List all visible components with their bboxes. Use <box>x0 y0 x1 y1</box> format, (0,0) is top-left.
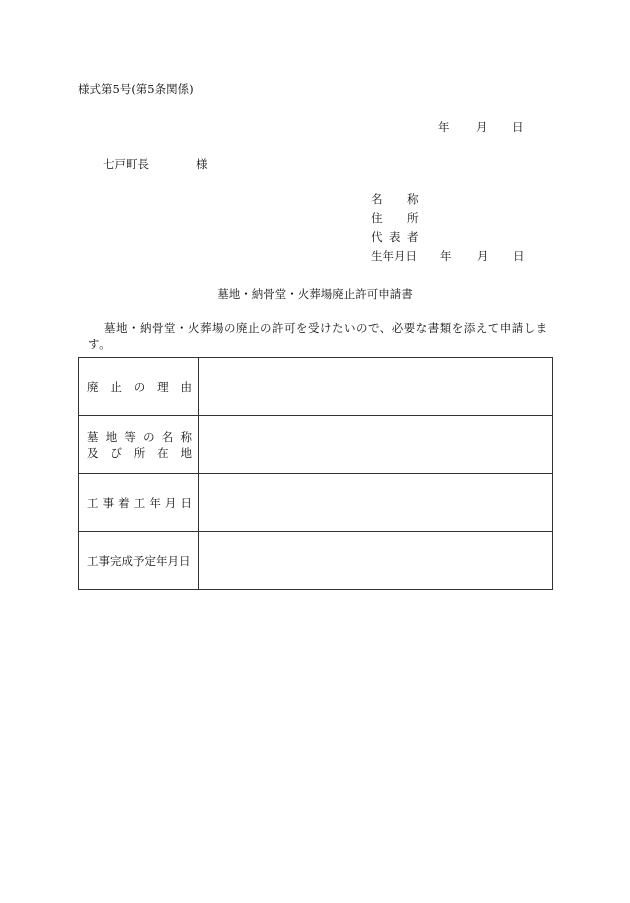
applicant-address-label: 住 所 <box>371 211 419 225</box>
construction-start-date-field[interactable] <box>199 474 553 532</box>
birthdate-label: 生年月日 <box>371 249 417 263</box>
document-title: 墓地・納骨堂・火葬場廃止許可申請書 <box>217 287 413 301</box>
addressee-honorific: 様 <box>196 157 208 171</box>
facility-name-location-label: 墓 地 等 の 名 称 及 び 所 在 地 <box>79 416 199 474</box>
form-number: 様式第5号(第5条関係) <box>78 82 194 96</box>
date-year-label: 年 <box>438 120 450 134</box>
submission-date <box>438 120 528 134</box>
reason-label: 廃 止 の 理 由 <box>79 358 199 416</box>
facility-name-location-field[interactable] <box>199 416 553 474</box>
reason-field[interactable] <box>199 358 553 416</box>
table-row <box>79 474 553 532</box>
date-month-label: 月 <box>476 120 488 134</box>
application-table <box>78 357 553 590</box>
addressee-title: 七戸町長 <box>103 157 149 171</box>
birth-day-label: 日 <box>513 249 525 263</box>
table-row <box>79 532 553 590</box>
addressee <box>103 157 208 171</box>
birth-month-label: 月 <box>477 249 489 263</box>
planned-completion-date-field[interactable] <box>199 532 553 590</box>
birth-year-label: 年 <box>440 249 452 263</box>
applicant-representative-label: 代 表 者 <box>371 230 419 244</box>
intro-text: 墓地・納骨堂・火葬場の廃止の許可を受けたいので、必要な書類を添えて申請します。 <box>88 321 548 351</box>
construction-start-date-label: 工 事 着 工 年 月 日 <box>79 474 199 532</box>
table-row <box>79 416 553 474</box>
table-row <box>79 358 553 416</box>
planned-completion-date-label: 工事完成予定年月日 <box>79 532 199 590</box>
date-day-label: 日 <box>512 120 524 134</box>
applicant-birthdate <box>371 249 541 263</box>
applicant-name-label: 名 称 <box>371 192 419 206</box>
applicant-block <box>371 192 541 264</box>
